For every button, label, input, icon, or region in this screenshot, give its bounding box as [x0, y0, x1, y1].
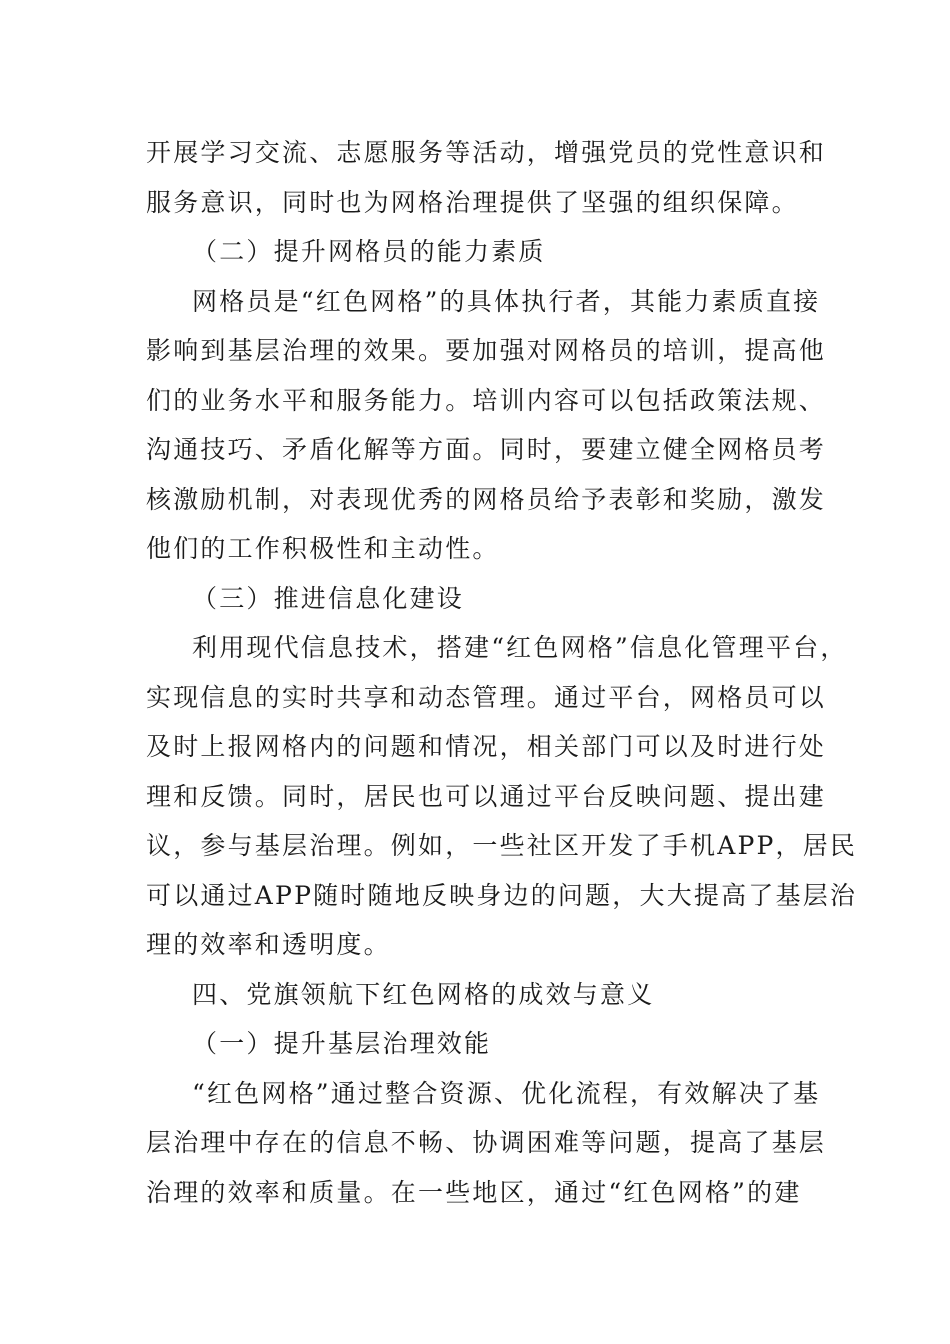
paragraph-line: 开展学习交流、志愿服务等活动，增强党员的党性意识和 [146, 138, 827, 167]
paragraph-line: 可以通过APP随时随地反映身边的问题，大大提高了基层治 [146, 880, 858, 910]
section-heading: （一）提升基层治理效能 [192, 1029, 492, 1058]
paragraph-line: 核激励机制，对表现优秀的网格员给予表彰和奖励，激发 [146, 484, 827, 514]
chapter-heading: 四、党旗领航下红色网格的成效与意义 [192, 979, 655, 1009]
paragraph-line: 沟通技巧、矛盾化解等方面。同时，要建立健全网格员考 [146, 435, 827, 464]
paragraph-line: 他们的工作积极性和主动性。 [146, 534, 500, 563]
paragraph-line: 利用现代信息技术，搭建“红色网格”信息化管理平台， [192, 633, 848, 662]
paragraph-line: 实现信息的实时共享和动态管理。通过平台，网格员可以 [146, 682, 827, 712]
paragraph-line: 们的业务水平和服务能力。培训内容可以包括政策法规、 [146, 385, 827, 415]
paragraph-line: “红色网格”通过整合资源、优化流程，有效解决了基 [192, 1078, 821, 1108]
paragraph-line: 层治理中存在的信息不畅、协调困难等问题，提高了基层 [146, 1128, 827, 1157]
paragraph-line: 影响到基层治理的效果。要加强对网格员的培训，提高他 [146, 336, 827, 365]
paragraph-line: 治理的效率和质量。在一些地区，通过“红色网格”的建 [146, 1177, 802, 1207]
paragraph-line: 及时上报网格内的问题和情况，相关部门可以及时进行处 [146, 732, 827, 761]
paragraph-line: 服务意识，同时也为网格治理提供了坚强的组织保障。 [146, 187, 799, 217]
paragraph-line: 网格员是“红色网格”的具体执行者，其能力素质直接 [192, 286, 821, 316]
paragraph-line: 理的效率和透明度。 [146, 930, 391, 959]
section-heading: （二）提升网格员的能力素质 [192, 237, 546, 266]
section-heading: （三）推进信息化建设 [192, 583, 465, 613]
paragraph-line: 理和反馈。同时，居民也可以通过平台反映问题、提出建 [146, 781, 827, 811]
paragraph-line: 议，参与基层治理。例如，一些社区开发了手机APP，居民 [146, 831, 858, 860]
document-body [146, 128, 858, 1217]
